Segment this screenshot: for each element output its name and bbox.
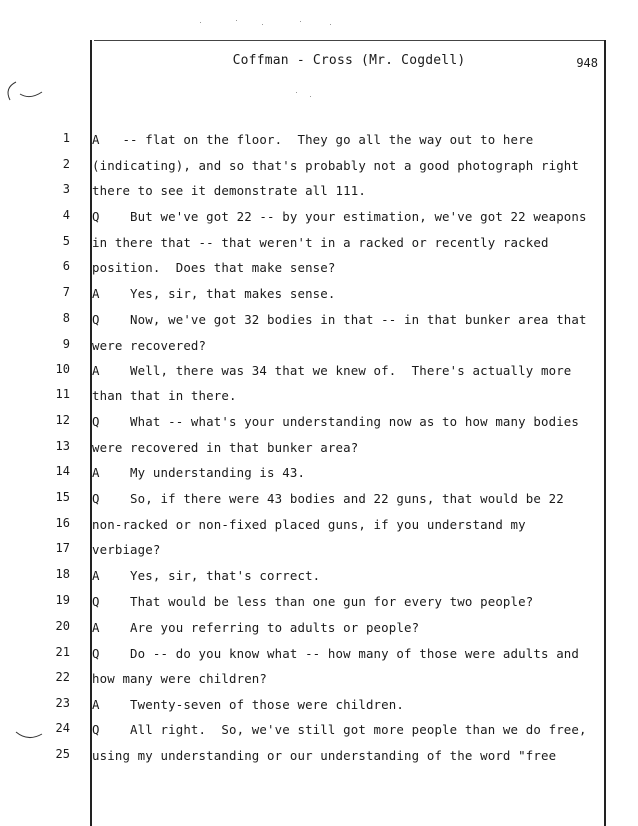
line-text: were recovered? [92, 338, 207, 353]
page-number: 948 [576, 56, 598, 70]
line-no: 24 [55, 721, 70, 735]
line-no: 17 [55, 541, 70, 555]
line-no: 18 [55, 567, 70, 581]
line-no: 11 [55, 387, 70, 401]
line-text: A Well, there was 34 that we knew of. There's actually more [92, 363, 572, 378]
line-no: 21 [55, 645, 70, 659]
line-no: 22 [55, 670, 70, 684]
line-no: 3 [62, 182, 70, 196]
line-no: 10 [55, 362, 70, 376]
line-no: 8 [62, 311, 70, 325]
line-text: non-racked or non-fixed placed guns, if you understand my [92, 517, 526, 532]
line-text: Q Do -- do you know what -- how many of those were adults and [92, 646, 580, 661]
line-text: how many were children? [92, 671, 268, 686]
line-no: 9 [62, 337, 70, 351]
line-no: 23 [55, 696, 70, 710]
line-no: 25 [55, 747, 70, 761]
line-text: than that in there. [92, 388, 237, 403]
line-text: Q All right. So, we've still got more people than we do free, [92, 722, 587, 737]
line-no: 5 [62, 234, 70, 248]
page-header [94, 53, 604, 73]
line-no: 1 [62, 131, 70, 145]
header-title: Coffman - Cross (Mr. Cogdell) [232, 53, 466, 68]
line-text: A Yes, sir, that's correct. [92, 568, 321, 583]
line-no: 15 [55, 490, 70, 504]
line-no: 4 [62, 208, 70, 222]
line-text: Q Now, we've got 32 bodies in that -- in that bunker area that [92, 312, 587, 327]
line-text: Q That would be less than one gun for every two people? [92, 594, 534, 609]
line-text: using my understanding or our understanding of the word "free [92, 748, 557, 763]
line-no: 2 [62, 157, 70, 171]
line-text: there to see it demonstrate all 111. [92, 183, 366, 198]
line-text: position. Does that make sense? [92, 260, 336, 275]
line-text: (indicating), and so that's probably not a good photograph right [92, 158, 580, 173]
line-text: verbiage? [92, 542, 161, 557]
line-text: in there that -- that weren't in a racked or recently racked [92, 235, 549, 250]
line-text: Q But we've got 22 -- by your estimation, we've got 22 weapons [92, 209, 587, 224]
top-rule [94, 40, 606, 41]
margin-scribble-bottom [14, 728, 44, 742]
line-no: 13 [55, 439, 70, 453]
line-no: 20 [55, 619, 70, 633]
line-text: Q So, if there were 43 bodies and 22 guns, that would be 22 [92, 491, 564, 506]
line-text: A My understanding is 43. [92, 465, 306, 480]
line-text: Q What -- what's your understanding now as to how many bodies [92, 414, 580, 429]
line-text: A Yes, sir, that makes sense. [92, 286, 336, 301]
line-no: 12 [55, 413, 70, 427]
line-text: A -- flat on the floor. They go all the way out to here [92, 132, 534, 147]
line-no: 16 [55, 516, 70, 530]
line-text: A Twenty-seven of those were children. [92, 697, 405, 712]
line-no: 19 [55, 593, 70, 607]
line-text: were recovered in that bunker area? [92, 440, 359, 455]
line-no: 7 [62, 285, 70, 299]
margin-scribble-top [2, 78, 46, 106]
line-no: 6 [62, 259, 70, 273]
line-text: A Are you referring to adults or people? [92, 620, 420, 635]
right-margin-rule [604, 40, 606, 826]
line-no: 14 [55, 464, 70, 478]
